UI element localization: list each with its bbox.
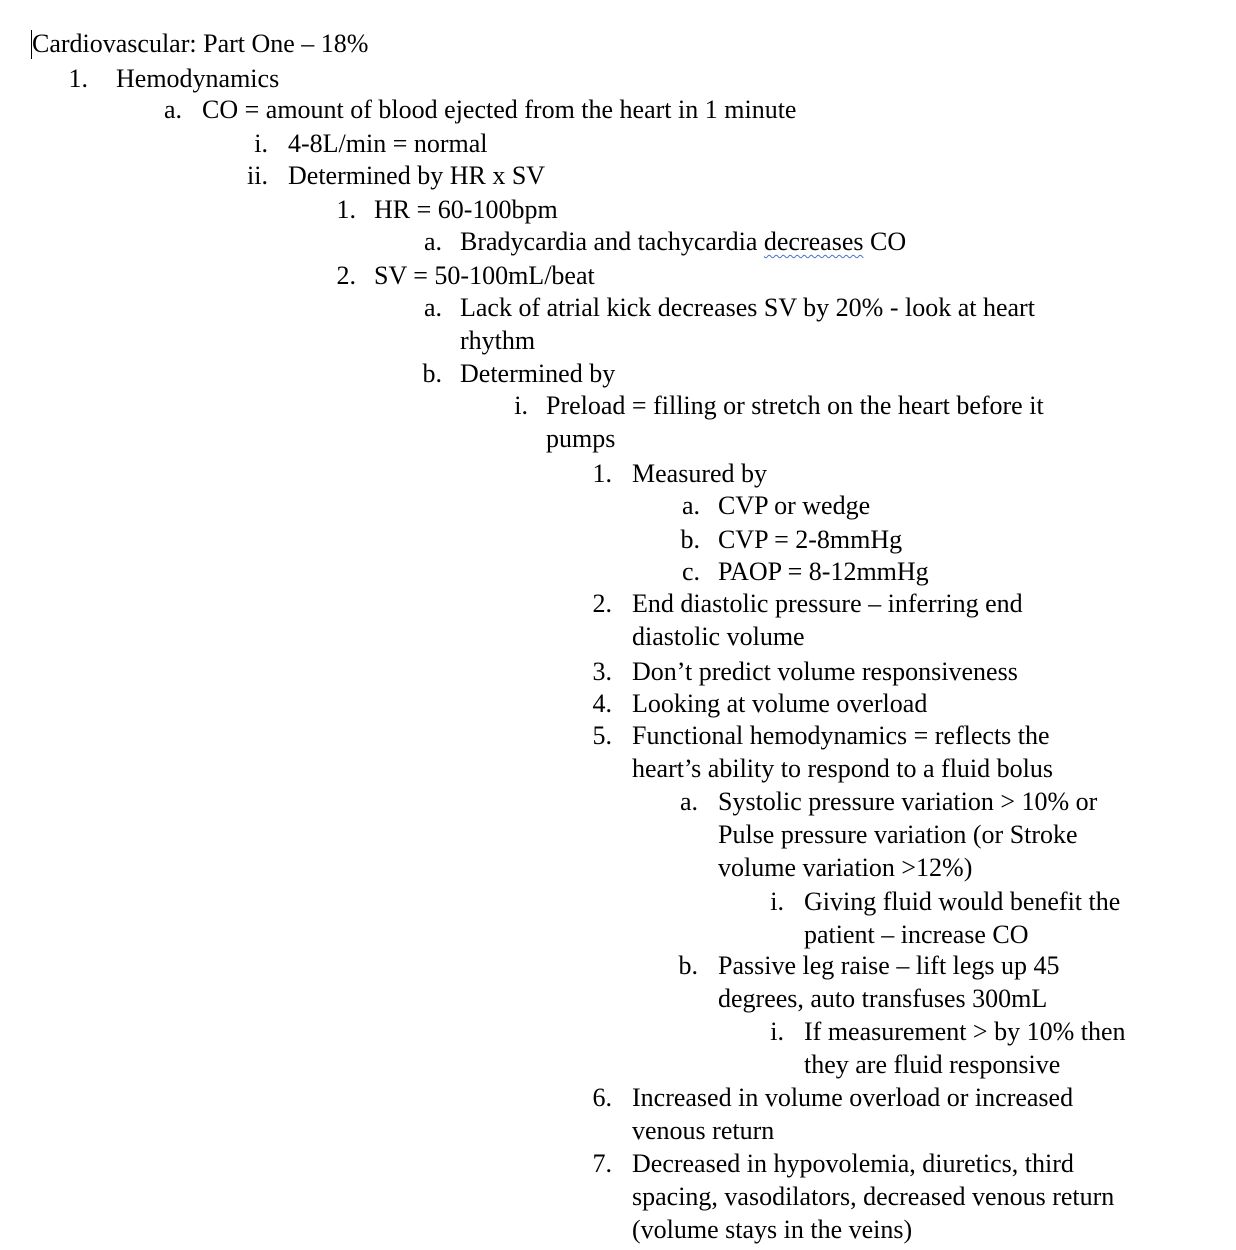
list-item-level-7 [592,1081,1132,1147]
list-item-text: Hemodynamics [116,64,280,93]
list-marker: 5. [592,721,612,750]
list-item-text: CVP or wedge [718,491,871,520]
list-item-level-7 [592,687,1192,720]
list-item-text: End diastolic pressure – inferring end diastolic volume [632,589,1023,651]
list-marker: 4. [592,689,612,718]
list-item-text: Decreased in hypovolemia, diuretics, third spacing, vasodilators, decreased venous return (volume stays in the veins) [632,1149,1115,1244]
list-item-level-3 [254,127,888,160]
list-item-text: Systolic pressure variation > 10% or Pulse pressure variation (or Stroke volume variation >12%) [718,787,1098,882]
text-segment: Bradycardia and tachycardia [460,227,764,256]
list-item-level-8 [681,489,1198,522]
list-marker: b. [422,359,442,388]
list-marker: b. [678,951,698,980]
list-item-level-5 [422,357,1110,390]
list-item-level-7 [592,457,1132,490]
list-marker: 7. [592,1149,612,1178]
list-marker: b. [680,525,700,554]
list-item-level-2 [163,93,902,126]
list-item-text: 4-8L/min = normal [288,129,488,158]
list-item-level-7 [592,655,1192,688]
document-title: Cardiovascular: Part One – 18% [32,29,369,58]
list-item-level-8 [680,523,1198,556]
list-item-level-5 [423,225,1160,258]
list-marker: a. [163,95,182,124]
list-item-level-8 [678,949,1108,1015]
list-item-level-4 [336,193,974,226]
list-marker: i. [770,1017,784,1046]
list-item-text: Increased in volume overload or increased venous return [632,1083,1074,1145]
list-marker: 1. [592,459,612,488]
list-item-text: Measured by [632,459,768,488]
list-item-level-9 [770,885,1124,951]
list-item-text: Preload = filling or stretch on the heart before it pumps [546,391,1044,453]
list-marker: i. [770,887,784,916]
list-marker: 1. [336,195,356,224]
list-item-text: Looking at volume overload [632,689,928,718]
list-item-text: Passive leg raise – lift legs up 45 degrees, auto transfuses 300mL [718,951,1060,1013]
list-marker: i. [514,391,528,420]
list-item-level-8 [681,555,1198,588]
list-item-level-7 [592,587,1082,653]
list-item-level-6 [514,389,1106,455]
list-marker: 2. [336,261,356,290]
list-marker: 6. [592,1083,612,1112]
list-marker: a. [423,227,442,256]
list-marker: a. [423,293,442,322]
list-item-text: Determined by [460,359,616,388]
list-marker: i. [254,129,268,158]
list-item-level-7 [592,1147,1132,1246]
list-item-level-4 [336,259,974,292]
list-item-text: CO = amount of blood ejected from the heart in 1 minute [202,95,797,124]
list-marker: ii. [247,161,268,190]
list-item-level-7 [592,719,1102,785]
list-item-text: CVP = 2-8mmHg [718,525,903,554]
list-item-text [460,227,906,256]
list-item-level-5 [423,291,1110,357]
list-item-text: Don’t predict volume responsiveness [632,657,1018,686]
spelling-flagged-word[interactable]: decreases [763,227,864,256]
list-marker: 1. [68,64,88,93]
list-marker: c. [681,557,700,586]
text-segment: CO [863,227,907,256]
list-item-text: SV = 50-100mL/beat [374,261,595,290]
list-item-level-9 [770,1015,1149,1081]
list-item-text: Lack of atrial kick decreases SV by 20% - look at heart rhythm [460,293,1035,355]
list-item-level-8 [679,785,1148,884]
list-item-level-1 [68,62,716,95]
list-item-text: HR = 60-100bpm [374,195,558,224]
list-marker: a. [679,787,698,816]
list-item-text: Determined by HR x SV [288,161,546,190]
list-item-level-3 [247,159,888,192]
list-marker: a. [681,491,700,520]
list-marker: 2. [592,589,612,618]
list-item-text: Functional hemodynamics = reflects the heart’s ability to respond to a fluid bolus [632,721,1053,783]
list-item-text: If measurement > by 10% then they are fluid responsive [804,1017,1126,1079]
list-marker: 3. [592,657,612,686]
list-item-text: Giving fluid would benefit the patient – increase CO [804,887,1121,949]
list-item-text: PAOP = 8-12mmHg [718,557,929,586]
